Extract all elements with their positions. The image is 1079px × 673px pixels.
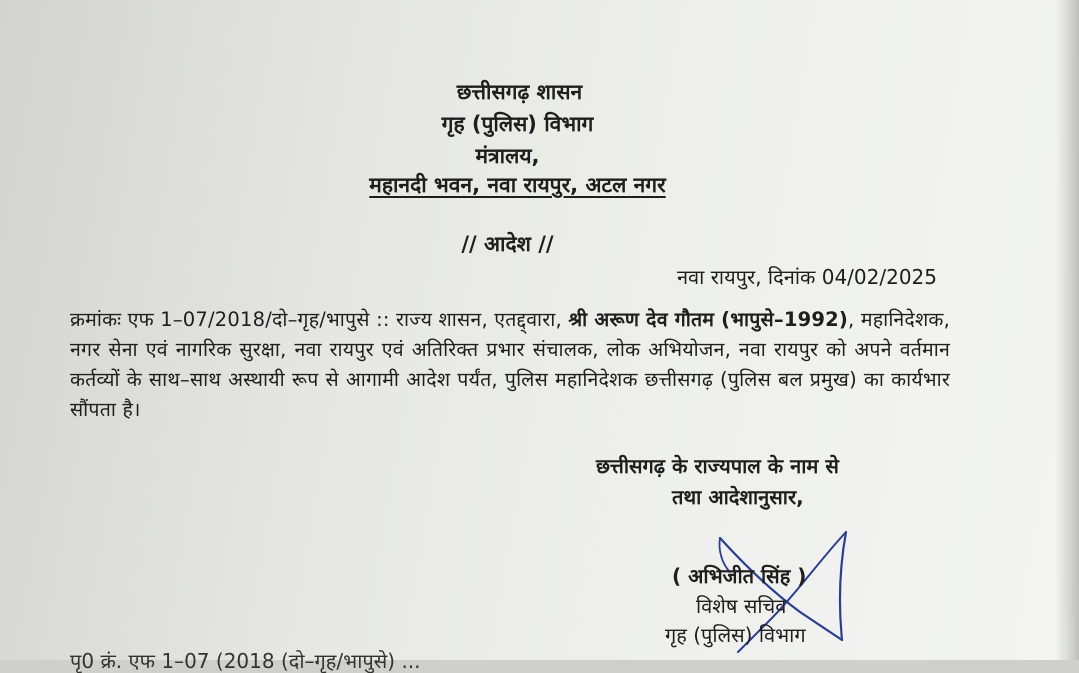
order-date-line: नवा रायपुर, दिनांक 04/02/2025 [676,265,937,289]
order-number-prefix: क्रमांकः एफ 1–07/2018/दो–गृह/भापुसे :: राज्य शासन, एतद्द्वारा, [70,308,569,331]
header-ministry: मंत्रालय, [475,144,540,168]
order-body-text: , महानिदेशक, नगर सेना एवं नागरिक सुरक्षा, नवा रायपुर एवं अतिरिक्त प्रभार संचालक, लोक अभियोजन, नवा रायपुर को अपने वर्तमान कर्तव्यों के साथ–साथ अस्थायी रूप से आगामी आदेश पर्यंत, पुलिस महानिदेशक छत्तीसगढ़ (पुलिस बल प्रमुख) का कार्यभार सौंपता है। [70,308,950,421]
closing-line-1: छत्तीसगढ़ के राज्यपाल के नाम से [596,454,839,478]
signatory-name: ( अभिजीत सिंह ) [672,564,807,588]
header-address-text: महानदी भवन, नवा रायपुर, अटल नगर [369,173,666,197]
closing-line-2: तथा आदेशानुसार, [672,485,804,509]
header-government-name: छत्तीसगढ़ शासन [456,80,583,104]
signatory-department: गृह (पुलिस) विभाग [665,623,806,647]
order-title: // आदेश // [461,232,554,256]
signatory-designation: विशेष सचिव [696,594,787,618]
header-department: गृह (पुलिस) विभाग [441,112,594,136]
page-edge-shadow [1055,0,1079,660]
officer-name: श्री अरूण देव गौतम (भापुसे–1992) [568,308,849,331]
footer-reference-partial: पृ0 क्रं. एफ 1–07 (2018 (दो–गृह/भापुसे) ... [70,649,421,673]
order-body [70,305,950,425]
header-address [0,171,1057,199]
